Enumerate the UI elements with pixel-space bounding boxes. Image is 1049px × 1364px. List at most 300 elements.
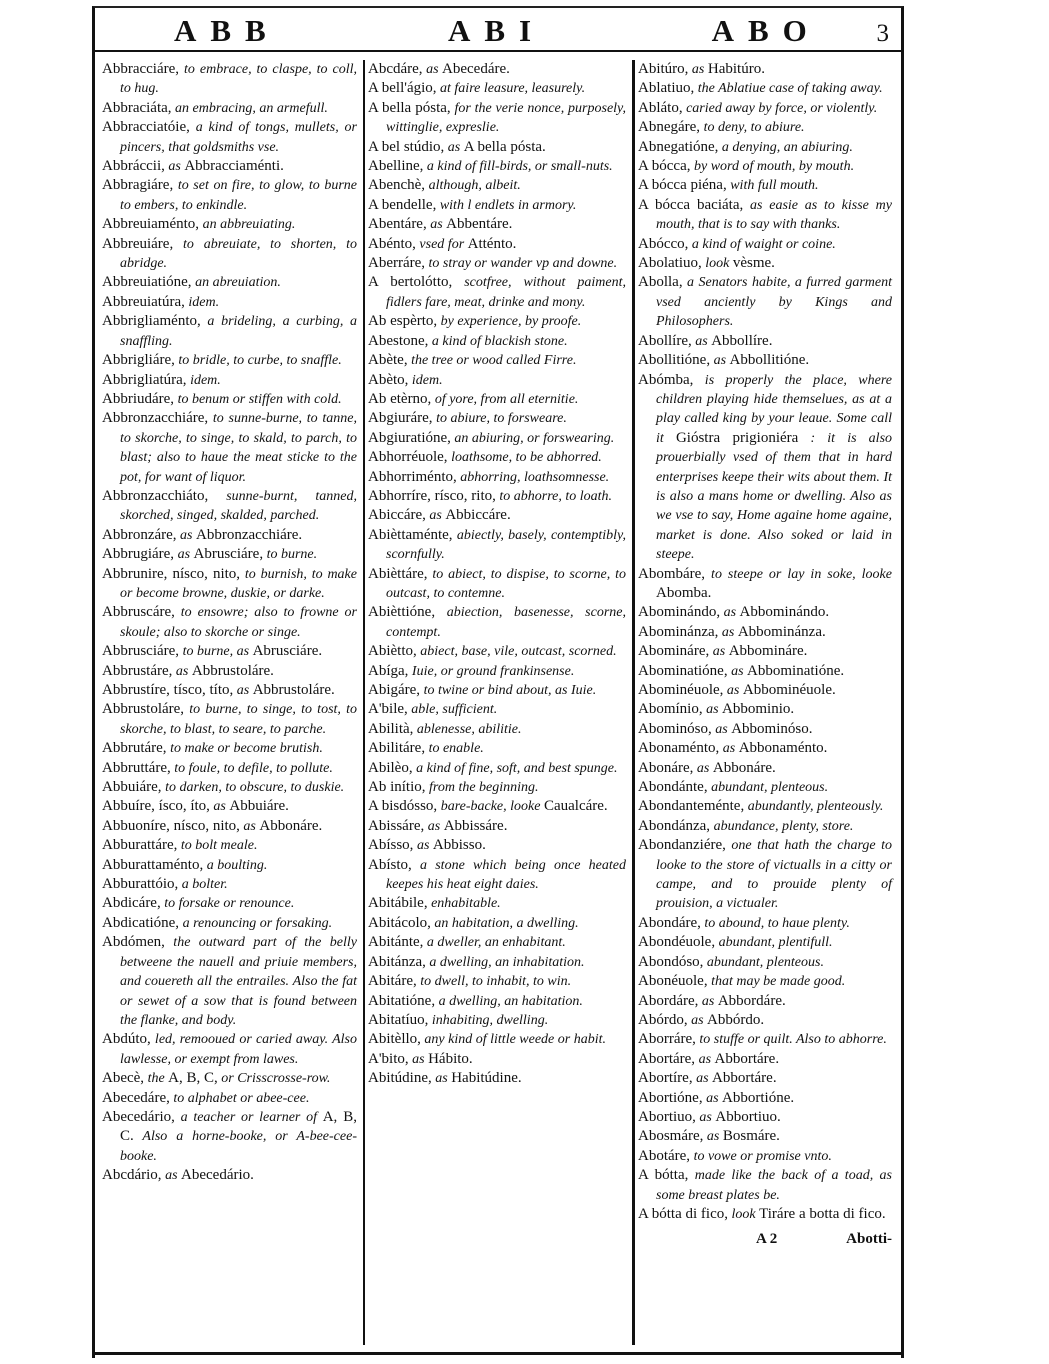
dictionary-entry [638,739,892,758]
definition: to benum or stiffen with cold. [174,391,342,407]
definition: as [688,62,708,77]
definition: idem. [186,372,221,388]
definition: the tree or wood called Firre. [407,353,577,369]
column-1 [102,60,365,1345]
headword: Abbrigliaménto, [102,313,201,330]
definition: as [702,702,723,718]
dictionary-entry [102,778,357,797]
definition: an abreuiation. [191,275,281,291]
definition: as [695,1109,716,1125]
dictionary-entry [102,565,357,604]
definition: as [425,508,446,524]
cross-reference: Abbollitióne. [729,352,810,369]
definition: to dwell, to inhabit, to win. [416,974,572,990]
dictionary-entry [368,914,626,933]
dictionary-entry [638,273,892,331]
headword: Abissáre, [368,817,425,834]
cross-reference: Abbominio. [722,701,795,718]
definition: loathsome, to be abhorred. [447,450,602,466]
dictionary-entry [368,836,626,855]
headword: Abondáre, [638,914,701,931]
headword: Abgiuratióne, [368,429,451,446]
definition: as [209,799,230,815]
dictionary-entry [102,642,357,661]
headword: Abbreuiáre, [102,235,174,252]
dictionary-entry [368,759,626,778]
definition: the Ablatiue case of taking away. [694,81,883,97]
header-ABO: ABO [711,13,821,48]
dictionary-entry [638,157,892,176]
dictionary-entry [638,642,892,661]
dictionary-entry [368,1030,626,1049]
dictionary-entry [638,759,892,778]
headword: Abonáre, [638,759,694,776]
dictionary-entry [368,429,626,448]
dictionary-entry [368,273,626,312]
definition: as [695,1051,715,1067]
dictionary-entry [102,526,357,545]
definition: caried away by force, or violently. [682,100,878,116]
dictionary-entry [638,1069,892,1088]
headword: Ab inítio, [368,779,426,796]
definition: inhabiting, dwelling. [428,1012,549,1028]
headword: Abbrigliatúra, [102,371,187,388]
headword: Abordáre, [638,992,699,1009]
dictionary-entry [368,1011,626,1030]
headword: Abenchè, [368,177,426,194]
dictionary-entry [368,972,626,991]
definition: of yore, from all eternitie. [431,391,579,407]
dictionary-entry [368,254,626,273]
headword: Abilitáre, [368,740,426,757]
definition: to set on fire, to glow, to burne to embers, to enkindle. [120,178,357,213]
definition: led, remooued or caried away. Also lawlesse, or exempt from lawes. [120,1032,357,1067]
headword: Abitácolo, [368,914,431,931]
definition: from the beginning. [425,780,539,796]
definition: as [718,624,738,640]
definition: as [702,1090,723,1106]
cross-reference: Tiráre a botta di fico. [759,1205,886,1222]
definition: to abhorre, to loath. [495,488,613,504]
headword: Abbuiáre, [102,779,162,796]
dictionary-entry [368,79,626,98]
headword: Abbragiáre, [102,177,174,194]
cross-reference: Abbordáre. [717,992,786,1009]
dictionary-entry [368,448,626,467]
definition: with full mouth. [726,178,819,194]
dictionary-entry [638,99,892,118]
headword: Aborráre, [638,1031,696,1048]
headword: A bell'ágio, [368,80,437,97]
definition: made like the back of a toad, as some breast plates be. [656,1168,892,1203]
definition: as [174,547,194,563]
headword: Abhorréuole, [368,449,448,466]
cross-reference: Abbortióne. [722,1089,795,1106]
headword: A bertolótto, [368,274,453,291]
headword: Abbrugiáre, [102,546,175,563]
definition: as [687,1012,708,1028]
definition: as [422,62,443,77]
bottom-rule [92,1352,903,1355]
headword: Abbrigliáre, [102,352,175,369]
headword: Abbronzáre, [102,526,177,543]
dictionary-entry [638,797,892,816]
dictionary-entry [102,293,357,312]
definition: to deny, to abiure. [700,120,805,136]
dictionary-entry [102,176,357,215]
headword: Abitánza, [368,953,426,970]
headword: Abnegáre, [638,119,701,136]
definition: as easie as to kisse my mouth, that is to say with thanks. [656,197,892,233]
definition: with l endlets in armory. [436,197,577,213]
cross-reference: Hábito. [428,1050,473,1067]
definition: as [172,663,192,679]
dictionary-entry [102,836,357,855]
dictionary-entry [638,778,892,797]
headword: A bisdósso, [368,798,438,815]
definition: as [161,1168,182,1184]
headword: Abondánte, [638,779,708,796]
headword: Abbrunire, nísco, nito, [102,565,241,582]
definition: to abiure, to forsweare. [432,411,567,427]
definition: vsed for [415,236,468,252]
headword: Abondanteménte, [638,798,745,815]
dictionary-entry [102,1030,357,1069]
headword: A bendelle, [368,196,437,213]
definition: as [698,993,718,1009]
dictionary-entry [102,875,357,894]
definition: Iuie, or ground frankinsense. [408,663,575,679]
cross-reference: Abecedáre. [442,61,510,77]
dictionary-entry [102,351,357,370]
dictionary-entry [638,933,892,952]
dictionary-entry [638,720,892,739]
headword: Abondóso, [638,953,704,970]
definition: an habitation, a dwelling. [430,915,579,931]
dictionary-entry [368,157,626,176]
catchword: Abotti- [846,1231,892,1248]
cross-reference: Caualcáre. [543,798,608,815]
running-header [92,8,901,52]
cross-reference: Abbonáre. [259,817,323,834]
headword: Abbraciáta, [102,99,172,116]
dictionary-entry [368,409,626,428]
definition: as [703,1129,723,1145]
definition: enhabitable. [427,896,501,912]
headword: Abbuíre, ísco, íto, [102,798,210,815]
headword: Abitáre, [368,973,417,990]
definition: as [413,838,433,854]
definition: a kind of fine, soft, and best spunge. [412,760,618,776]
definition: abiect, base, vile, outcast, scorned. [416,644,617,660]
headword: Abbrustíre, tísco, títo, [102,682,234,698]
headword: Abitábile, [368,895,428,912]
dictionary-entry [368,468,626,487]
headword: Abísto, [368,856,412,873]
headword: Abísso, [368,837,414,854]
dictionary-entry [368,1050,626,1069]
headword: Abondánza, [638,817,711,834]
headword: Abnegatióne, [638,138,719,155]
headword: Abdúto, [102,1031,151,1048]
definition: : it is also prouerbially vsed of them that in hard enterprises keepe their wits about them. It is also a mans home or dwelling. Also as we vse to say, Home againe home againe, market is done. Also soked or laid in steepe. [656,430,893,563]
definition: to stuffe or quilt. Also to abhorre. [695,1032,887,1048]
dictionary-entry [368,1069,626,1088]
dictionary-entry [102,99,357,118]
dictionary-entry [102,312,357,351]
cross-reference: Abbominatióne. [747,662,845,679]
definition: at faire leasure, leasurely. [436,81,586,97]
dictionary-entry [638,914,892,933]
cross-reference: Abbrustoláre. [252,682,335,698]
dictionary-entry [102,662,357,681]
headword: Abosmáre, [638,1128,704,1145]
headword: Abièttáre, [368,565,428,582]
headword: Abète, [368,352,408,369]
headword: Abbrusciáre, [102,643,180,660]
dictionary-entry [638,235,892,254]
definition: sunne-burnt, tanned, skorched, singed, skalded, parched. [120,488,357,524]
headword: Abgiuráre, [368,410,433,427]
dictionary-entry [368,894,626,913]
definition: to make or become brutish. [166,741,323,757]
cross-reference: Abbracciaménti. [184,158,284,175]
dictionary-entry [368,778,626,797]
headword: Abestone, [368,332,429,349]
headword: Abecè, [102,1070,145,1087]
headword: Abitúro, [638,61,689,77]
definition: idem. [184,294,220,310]
dictionary-entry [638,371,892,565]
definition: to sunne-burne, to tanne, to skorche, to singe, to skald, to parch, to blast; also to haue the meat sticke to the pot, for want of liquor. [120,411,357,485]
cross-reference: Abbomináre. [728,643,808,660]
headword: Abonéuole, [638,973,708,990]
cross-reference: Abbominándo. [739,604,830,621]
dictionary-entry [638,1205,892,1224]
column-3-entries [638,60,892,1224]
dictionary-entry [368,681,626,700]
dictionary-entry [368,371,626,390]
definition: abundant, plenteous. [707,780,829,796]
headword: Abíga, [368,662,409,679]
headword: Abominóso, [638,720,712,737]
definition: abundant, plenteous. [703,954,824,970]
dictionary-entry [638,565,892,604]
definition: to abreuiate, to shorten, to abridge. [120,236,357,272]
dictionary-entry [368,60,626,79]
cross-reference: Abbominéuole. [742,682,836,698]
dictionary-entry [368,196,626,215]
headword: A'bito, [368,1050,409,1067]
cross-reference: A, B, C. [120,1108,358,1145]
definition: as [723,683,743,698]
headword: Abbriudáre, [102,390,175,407]
headword: Abláto, [638,99,683,116]
definition: a kind of fill-birds, or small-nuts. [423,159,613,175]
definition: as [693,760,713,776]
headword: Abbruscáre, [102,604,175,621]
header-ABI: ABI [447,13,546,48]
cross-reference: Abbortáre. [714,1050,780,1067]
headword: Abecedáre, [102,1089,170,1106]
definition: abundance, plenty, store. [710,818,854,834]
dictionary-entry [368,99,626,138]
cross-reference: Abbominánza. [737,623,826,640]
definition: as [444,139,464,155]
dictionary-entry [368,700,626,719]
headword: Abbronzacchiáre, [102,410,209,427]
headword: A bella pósta, [368,99,451,116]
headword: A bócca, [638,158,691,175]
headword: Abomínio, [638,701,703,718]
headword: A bótta di fico, [638,1205,728,1222]
definition: as [709,644,729,660]
headword: Abdómen, [102,934,165,951]
dictionary-entry [102,739,357,758]
definition: to foule, to defile, to pollute. [170,760,333,776]
dictionary-entry [102,817,357,836]
cross-reference: Abrusciáre. [252,643,323,660]
definition: as [719,741,739,757]
dictionary-entry [368,642,626,661]
dictionary-entry [368,817,626,836]
dictionary-entry [638,1108,892,1127]
headword: Abollíre, [638,332,692,349]
definition: or Crisscrosse-row. [217,1071,331,1087]
cross-reference: Abbronzacchiáre. [196,526,303,543]
definition: as [711,721,732,737]
headword: Abbracciáre, [102,61,180,77]
dictionary-entry [102,273,357,292]
dictionary-entry [368,235,626,254]
dictionary-entry [368,138,626,157]
definition: as [408,1051,429,1067]
definition: as [176,527,196,543]
dictionary-entry [368,390,626,409]
headword: Abdicatióne, [102,914,180,931]
headword: Ablatiuo, [638,80,695,97]
definition: to enable. [425,741,484,757]
headword: Abelline, [368,158,424,175]
dictionary-entry [368,215,626,234]
cross-reference: Abbominóso. [731,720,813,737]
headword: Abcdário, [102,1167,162,1184]
headword: Abièttióne, [368,604,436,621]
cross-reference: Bosmáre. [722,1128,780,1145]
dictionary-entry [368,565,626,604]
definition: to abound, to haue plenty. [700,915,850,931]
headword: A bócca piéna, [638,177,727,194]
definition: as [426,217,447,233]
definition: as [233,683,253,698]
dictionary-entry [638,681,892,700]
cross-reference: Gióstra prigioniéra [675,429,799,446]
definition: any kind of little weede or habit. [420,1032,606,1048]
headword: Abbracciatóie, [102,119,190,136]
headword: Abócco, [638,235,689,252]
definition: to bridle, to curbe, to snaffle. [174,353,342,369]
cross-reference: Habitúdine. [451,1070,522,1087]
definition: a denying, an abiuring. [718,139,853,155]
dictionary-entry [102,215,357,234]
definition: as [239,818,260,834]
definition: is properly the place, where children playing hide themselues, as at a play called king by your leaue. Some call it [656,372,892,446]
definition: abhorring, loathsomnesse. [456,469,610,485]
dictionary-entry [368,526,626,565]
headword: Abonaménto, [638,740,720,757]
definition: abiection, basenesse, scorne, contempt. [386,605,626,640]
dictionary-entry [102,157,357,176]
headword: Abollitióne, [638,352,711,369]
definition: an abbreuiating. [199,217,296,233]
headword: Ab etèrno, [368,390,432,407]
dictionary-entry [368,856,626,895]
dictionary-entry [638,60,892,79]
headword: Abolla, [638,274,683,291]
dictionary-entry [102,603,357,642]
dictionary-entry [638,332,892,351]
dictionary-entry [638,992,892,1011]
definition: by word of mouth, by mouth. [690,159,855,175]
definition: a Senators habite, a furred garment vsed anciently by Kings and Philosophers. [656,275,892,330]
headword: Abortióne, [638,1089,703,1106]
dictionary-entry [638,79,892,98]
dictionary-entry [368,312,626,331]
definition: look [701,256,733,272]
headword: Abbruttáre, [102,759,171,776]
definition: a dwelling, an habitation. [435,993,583,1009]
definition: to alphabet or abee-cee. [169,1090,310,1106]
headword: Abbrustoláre, [102,701,185,718]
dictionary-entry [638,1030,892,1049]
dictionary-entry [638,351,892,370]
definition: as [710,353,730,369]
definition: a stone which being once heated keepes his heat eight daies. [386,857,626,893]
dictionary-entry [638,1127,892,1146]
dictionary-entry [638,836,892,914]
headword: Abortáre, [638,1050,696,1067]
dictionary-entry [102,390,357,409]
headword: Abiccáre, [368,507,426,524]
definition: as [720,605,740,621]
dictionary-entry [102,1089,357,1108]
definition: as [727,663,748,679]
headword: Abortiuo, [638,1108,696,1125]
headword: Abièttaménte, [368,526,453,543]
cross-reference: A, B, C, [168,1070,218,1087]
headword: Abbreuiatióne, [102,274,192,291]
headword: Abbrutáre, [102,740,167,757]
dictionary-entry [368,739,626,758]
headword: Abondéuole, [638,934,716,951]
headword: Abburattáre, [102,837,178,854]
cross-reference: vèsme. [732,255,775,272]
definition: ablenesse, abilitie. [413,721,522,737]
headword: Abburattóio, [102,876,179,893]
definition: to stray or wander vp and downe. [425,256,618,272]
dictionary-entry [638,138,892,157]
definition: to bolt meale. [177,838,258,854]
dictionary-entry [368,351,626,370]
definition: to steepe or lay in soke, looke [705,566,892,582]
dictionary-entry [102,60,357,99]
definition: for the verie nonce, purposely, wittinglie, expreslie. [386,100,626,136]
definition: a renouncing or forsaking. [179,915,333,931]
headword: Abominándo, [638,604,721,621]
definition: idem. [408,372,443,388]
headword: Abondanziére, [638,837,726,854]
cross-reference: Abbentáre. [446,216,513,233]
